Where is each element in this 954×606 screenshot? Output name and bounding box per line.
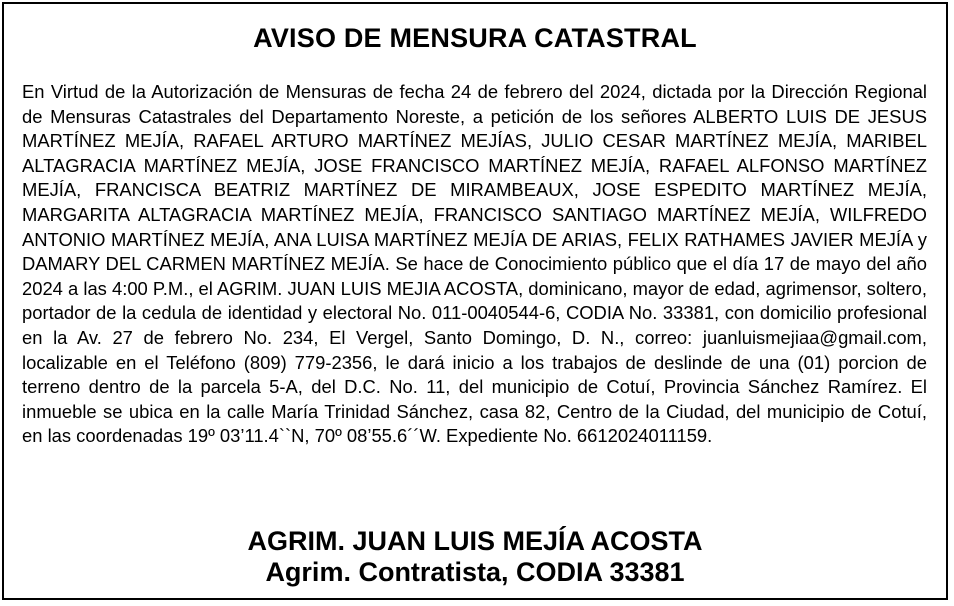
- signature-block: [4, 526, 946, 588]
- notice-title: AVISO DE MENSURA CATASTRAL: [253, 23, 697, 53]
- signature-role: Agrim. Contratista, CODIA 33381: [265, 557, 685, 587]
- notice-body: En Virtud de la Autorización de Mensuras de fecha 24 de febrero del 2024, dictada por la Dirección Regional de Mensuras Catastrales del Departamento Noreste, a petición de los señores ALBERTO LUIS DE JESUS MARTÍNEZ MEJÍA, RAFAEL ARTURO MARTÍNEZ MEJÍAS, JULIO CESAR MARTÍNEZ MEJÍA, MARIBEL ALTAGRACIA MARTÍNEZ MEJÍA, JOSE FRANCISCO MARTÍNEZ MEJÍA, RAFAEL ALFONSO MARTÍNEZ MEJÍA, FRANCISCA BEATRIZ MARTÍNEZ DE MIRAMBEAUX, JOSE ESPEDITO MARTÍNEZ MEJÍA, MARGARITA ALTAGRACIA MARTÍNEZ MEJÍA, FRANCISCO SANTIAGO MARTÍNEZ MEJÍA, WILFREDO ANTONIO MARTÍNEZ MEJÍA, ANA LUISA MARTÍNEZ MEJÍA DE ARIAS, FELIX RATHAMES JAVIER MEJÍA y DAMARY DEL CARMEN MARTÍNEZ MEJÍA. Se hace de Conocimiento público que el día 17 de mayo del año 2024 a las 4:00 P.M., el AGRIM. JUAN LUIS MEJIA ACOSTA, dominicano, mayor de edad, agrimensor, soltero, portador de la cedula de identidad y electoral No. 011-0040544-6, CODIA No. 33381, con domicilio profesional en la Av. 27 de febrero No. 234, El Vergel, Santo Domingo, D. N., correo: juanluismejiaa@gmail.com, localizable en el Teléfono (809) 779-2356, le dará inicio a los trabajos de deslinde de una (01) porcion de terreno dentro de la parcela 5-A, del D.C. No. 11, del municipio de Cotuí, Provincia Sánchez Ramírez. El inmueble se ubica en la calle María Trinidad Sánchez, casa 82, Centro de la Ciudad, del municipio de Cotuí, en las coordenadas 19º 03’11.4``N, 70º 08’55.6´´W. Expediente No. 6612024011159.: [22, 81, 927, 447]
- notice-frame: [2, 2, 948, 600]
- signature-name: AGRIM. JUAN LUIS MEJÍA ACOSTA: [247, 526, 703, 556]
